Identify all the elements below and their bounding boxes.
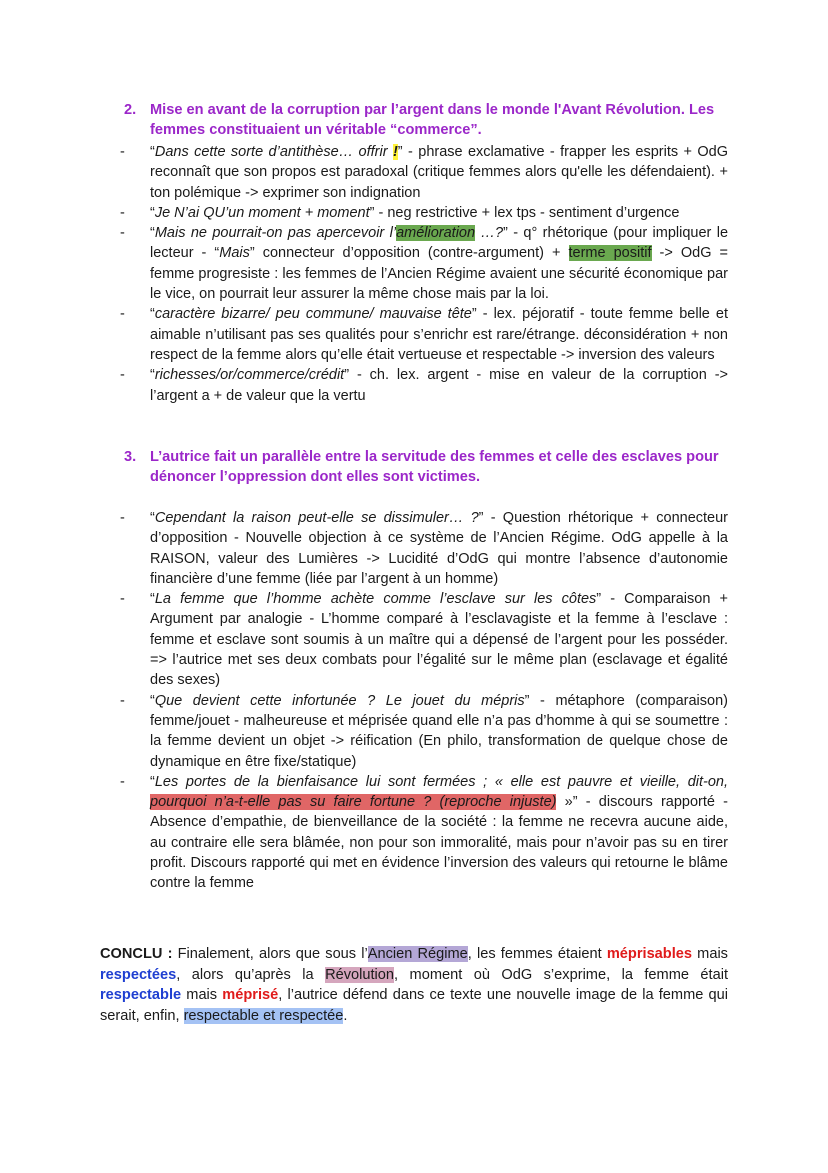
highlight-yellow: !: [392, 144, 398, 160]
list-item: - “Je N’ai QU’un moment + moment” - neg restrictive + lex tps - sentiment d’urgence: [120, 203, 728, 223]
conclusion-paragraph: CONCLU : Finalement, alors que sous l’Ancien Régime, les femmes étaient méprisables mais respectées, alors qu’après la Révolution, moment où OdG s’exprime, la femme était respectable mais méprisé, l’autrice défend dans ce texte une nouvelle image de la femme qui serait, enfin, respectable et respectée.: [100, 946, 728, 1024]
conclusion-label: CONCLU :: [100, 946, 173, 962]
highlight-mauve: Révolution: [325, 966, 395, 983]
highlight-purple: Ancien Régime: [367, 946, 468, 962]
list-item: - “Les portes de la bienfaisance lui sont fermées ; « elle est pauvre et vieille, dit-on, pourquoi n’a-t-elle pas su faire fortune ? (reproche injuste) »” - discours rapporté - Absence d’empathie, de bienveillance de la société : la femme ne recevra aucune aide, au contraire elle sera blâmée, non pour son immoralité, mais pour n’avoir pas su en tirer profit. Discours rapporté qui met en évidence l’inversion des valeurs qui retourne le blâme contre la femme: [120, 772, 728, 894]
section-3-list: [120, 508, 728, 894]
section-number: 2.: [124, 102, 137, 118]
highlight-red: pourquoi n’a-t-elle pas su faire fortune ? (reproche injuste): [150, 794, 557, 811]
emphasis-blue: respectable: [100, 987, 182, 1004]
highlight-green: amélioration: [396, 225, 476, 242]
section-number: 3.: [124, 449, 137, 465]
list-item: - “La femme que l’homme achète comme l’esclave sur les côtes” - Comparaison + Argument par analogie - L’homme comparé à l’esclavagiste et la femme à l’esclave : femme et esclave sont soumis à un maître qui a dépensé de l’argent pour les posséder. => l’autrice met ses deux combats pour l’égalité sur le même plan (esclavage et égalité des sexes): [120, 589, 728, 690]
list-item: - “richesses/or/commerce/crédit” - ch. lex. argent - mise en valeur de la corruption -> l’argent a + de valeur que la vertu: [120, 365, 728, 406]
section-2-heading: [124, 100, 728, 141]
list-item: - “Cependant la raison peut-elle se dissimuler… ?” - Question rhétorique + connecteur d’opposition - Nouvelle objection à ce système de l’Ancien Régime. OdG appelle à la RAISON, valeur des Lumières -> Lucidité d’OdG qui montre l’absence d’autonomie financière d’une femme (liée par l’argent à un homme): [120, 508, 728, 589]
list-item: - “Dans cette sorte d’antithèse… offrir !” - phrase exclamative - frapper les esprits + OdG reconnaît que son propos est paradoxal (critique femmes alors qu'elle les défendaient). + ton polémique -> exprimer son indignation: [120, 142, 728, 203]
list-item: - “Que devient cette infortunée ? Le jouet du mépris” - métaphore (comparaison) femme/jouet - malheureuse et méprisée quand elle n’a pas d’homme à qui se soumettre : la femme devient un objet -> réification (En philo, transformation de quelque chose de dynamique en être fixe/statique): [120, 691, 728, 772]
list-item: - “caractère bizarre/ peu commune/ mauvaise tête” - lex. péjoratif - toute femme belle et aimable n’utilisant pas ses qualités pour s’enrichr est rare/étrange. déconsidération + non respect de la femme alors qu’elle était vertueuse et respectable -> inversion des valeurs: [120, 304, 728, 365]
emphasis-red: méprisé: [222, 987, 279, 1004]
section-3-heading: [124, 447, 728, 488]
emphasis-red: méprisables: [606, 946, 693, 962]
highlight-green: terme positif: [568, 245, 652, 262]
section-title: L’autrice fait un parallèle entre la servitude des femmes et celle des esclaves pour dénoncer l’oppression dont elles sont victimes.: [150, 449, 719, 486]
list-item: - “Mais ne pourrait-on pas apercevoir l’amélioration …?” - q° rhétorique (pour impliquer le lecteur - “Mais” connecteur d’opposition (contre-argument) + terme positif -> OdG = femme progresiste : les femmes de l’Ancien Régime avaient une sécurité économique par le vice, on pourrait leur assurer la même chose mais par la loi.: [120, 223, 728, 304]
highlight-blue: respectable et respectée: [183, 1007, 344, 1024]
section-2-list: [120, 142, 728, 406]
section-title: Mise en avant de la corruption par l’argent dans le monde l'Avant Révolution. Les femmes constituaient un véritable “commerce”.: [150, 102, 715, 139]
emphasis-blue: respectées: [100, 966, 177, 983]
